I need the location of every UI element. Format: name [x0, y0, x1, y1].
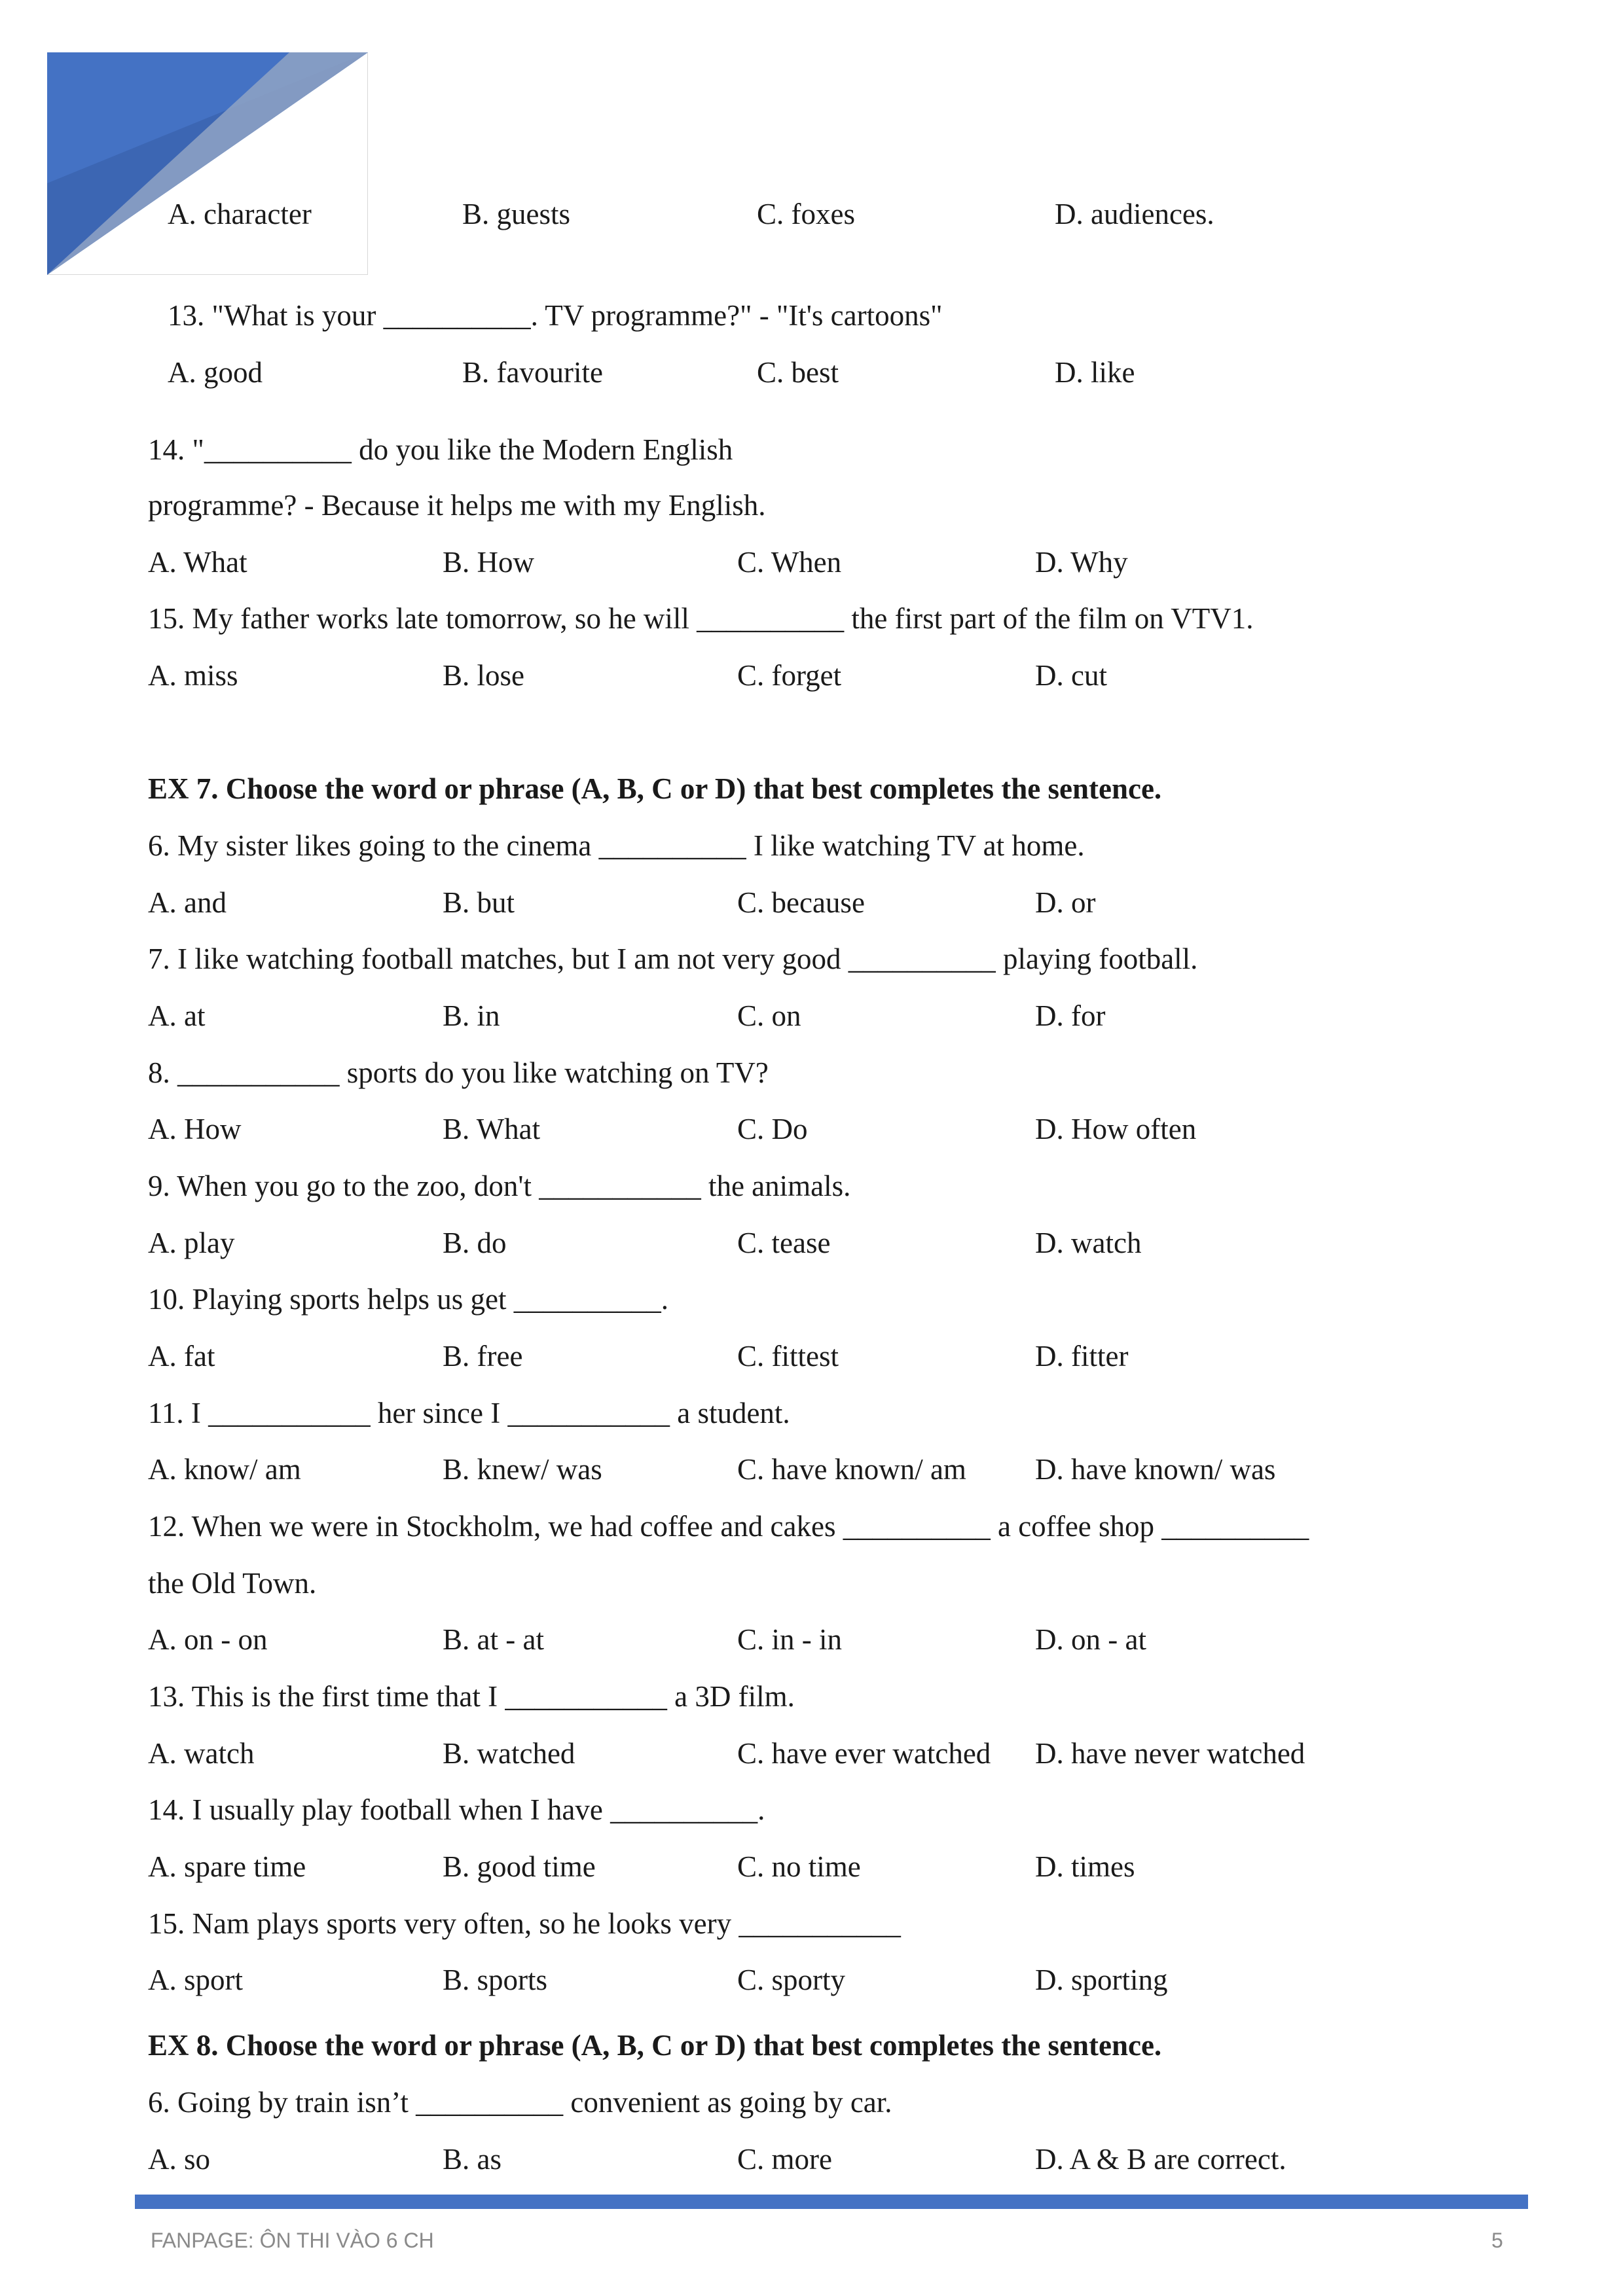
- exercise-heading: EX 8. Choose the word or phrase (A, B, C or D) that best completes the sentence.: [148, 2029, 1162, 2062]
- answer-option-d: D. for: [1035, 999, 1106, 1032]
- answer-option-c: C. forget: [737, 659, 842, 692]
- answer-option-a: A. miss: [148, 659, 238, 692]
- answer-option-c: C. no time: [737, 1850, 861, 1883]
- question-text: 11. I ___________ her since I ___________ a student.: [148, 1397, 790, 1429]
- answer-option-d: D. A & B are correct.: [1035, 2143, 1286, 2176]
- page-number: 5: [1491, 2229, 1503, 2252]
- answer-option-c: C. foxes: [757, 198, 855, 230]
- answer-option-a: A. and: [148, 886, 227, 919]
- answer-option-a: A. character: [168, 198, 312, 230]
- question-text: 10. Playing sports helps us get __________.: [148, 1283, 668, 1316]
- corner-decoration: [47, 52, 368, 275]
- answer-option-d: D. times: [1035, 1850, 1135, 1883]
- answer-option-d: D. watch: [1035, 1227, 1142, 1259]
- answer-option-c: C. best: [757, 356, 839, 389]
- answer-option-a: A. How: [148, 1113, 242, 1145]
- answer-option-a: A. What: [148, 546, 247, 579]
- answer-option-c: C. on: [737, 999, 801, 1032]
- question-text: 7. I like watching football matches, but I am not very good __________ playing football.: [148, 942, 1198, 975]
- answer-option-a: A. on - on: [148, 1623, 268, 1656]
- answer-option-c: C. because: [737, 886, 865, 919]
- answer-option-c: C. have ever watched: [737, 1737, 991, 1770]
- answer-option-c: C. more: [737, 2143, 832, 2176]
- answer-option-a: A. so: [148, 2143, 211, 2176]
- answer-option-d: D. Why: [1035, 546, 1128, 579]
- question-text: 8. ___________ sports do you like watching on TV?: [148, 1056, 769, 1089]
- answer-option-a: A. know/ am: [148, 1453, 301, 1486]
- answer-option-a: A. fat: [148, 1340, 215, 1372]
- question-text: 6. My sister likes going to the cinema __________ I like watching TV at home.: [148, 829, 1085, 862]
- answer-option-a: A. sport: [148, 1964, 243, 1996]
- answer-option-b: B. do: [443, 1227, 507, 1259]
- answer-option-d: D. like: [1055, 356, 1135, 389]
- answer-option-a: A. watch: [148, 1737, 255, 1770]
- exercise-heading: EX 7. Choose the word or phrase (A, B, C or D) that best completes the sentence.: [148, 772, 1162, 805]
- answer-option-d: D. on - at: [1035, 1623, 1146, 1656]
- answer-option-b: B. at - at: [443, 1623, 544, 1656]
- answer-option-c: C. sporty: [737, 1964, 846, 1996]
- answer-option-d: D. have known/ was: [1035, 1453, 1276, 1486]
- footer-fanpage-label: FANPAGE: ÔN THI VÀO 6 CH: [151, 2229, 434, 2252]
- answer-option-b: B. guests: [462, 198, 571, 230]
- answer-option-b: B. sports: [443, 1964, 548, 1996]
- question-text: 12. When we were in Stockholm, we had coffee and cakes __________ a coffee shop __________: [148, 1510, 1309, 1543]
- answer-option-c: C. Do: [737, 1113, 808, 1145]
- footer-rule: [135, 2195, 1528, 2209]
- answer-option-d: D. have never watched: [1035, 1737, 1305, 1770]
- question-text: 9. When you go to the zoo, don't ___________ the animals.: [148, 1170, 851, 1202]
- question-text: the Old Town.: [148, 1567, 317, 1600]
- question-text: 13. This is the first time that I ___________ a 3D film.: [148, 1680, 795, 1713]
- question-text: 15. Nam plays sports very often, so he looks very ___________: [148, 1907, 901, 1940]
- answer-option-b: B. lose: [443, 659, 525, 692]
- answer-option-d: D. fitter: [1035, 1340, 1129, 1372]
- answer-option-c: C. When: [737, 546, 842, 579]
- question-text: 14. I usually play football when I have __________.: [148, 1793, 765, 1826]
- answer-option-b: B. free: [443, 1340, 523, 1372]
- answer-option-a: A. good: [168, 356, 263, 389]
- answer-option-b: B. in: [443, 999, 500, 1032]
- answer-option-d: D. How often: [1035, 1113, 1197, 1145]
- answer-option-b: B. What: [443, 1113, 541, 1145]
- answer-option-b: B. watched: [443, 1737, 575, 1770]
- answer-option-d: D. sporting: [1035, 1964, 1168, 1996]
- question-text: 14. "__________ do you like the Modern English: [148, 433, 733, 466]
- answer-option-b: B. good time: [443, 1850, 596, 1883]
- answer-option-c: C. tease: [737, 1227, 831, 1259]
- answer-option-a: A. at: [148, 999, 206, 1032]
- answer-option-c: C. have known/ am: [737, 1453, 966, 1486]
- answer-option-b: B. favourite: [462, 356, 603, 389]
- question-text: 13. "What is your __________. TV programme?" - "It's cartoons": [168, 299, 943, 332]
- answer-option-c: C. in - in: [737, 1623, 843, 1656]
- question-text: programme? - Because it helps me with my English.: [148, 489, 766, 522]
- answer-option-d: D. or: [1035, 886, 1096, 919]
- answer-option-d: D. cut: [1035, 659, 1107, 692]
- answer-option-b: B. knew/ was: [443, 1453, 602, 1486]
- answer-option-b: B. How: [443, 546, 535, 579]
- answer-option-d: D. audiences.: [1055, 198, 1214, 230]
- answer-option-a: A. spare time: [148, 1850, 306, 1883]
- answer-option-b: B. but: [443, 886, 515, 919]
- answer-option-c: C. fittest: [737, 1340, 839, 1372]
- question-text: 6. Going by train isn’t __________ convenient as going by car.: [148, 2086, 892, 2119]
- answer-option-b: B. as: [443, 2143, 501, 2176]
- answer-option-a: A. play: [148, 1227, 235, 1259]
- question-text: 15. My father works late tomorrow, so he will __________ the first part of the film on VTV1.: [148, 602, 1254, 635]
